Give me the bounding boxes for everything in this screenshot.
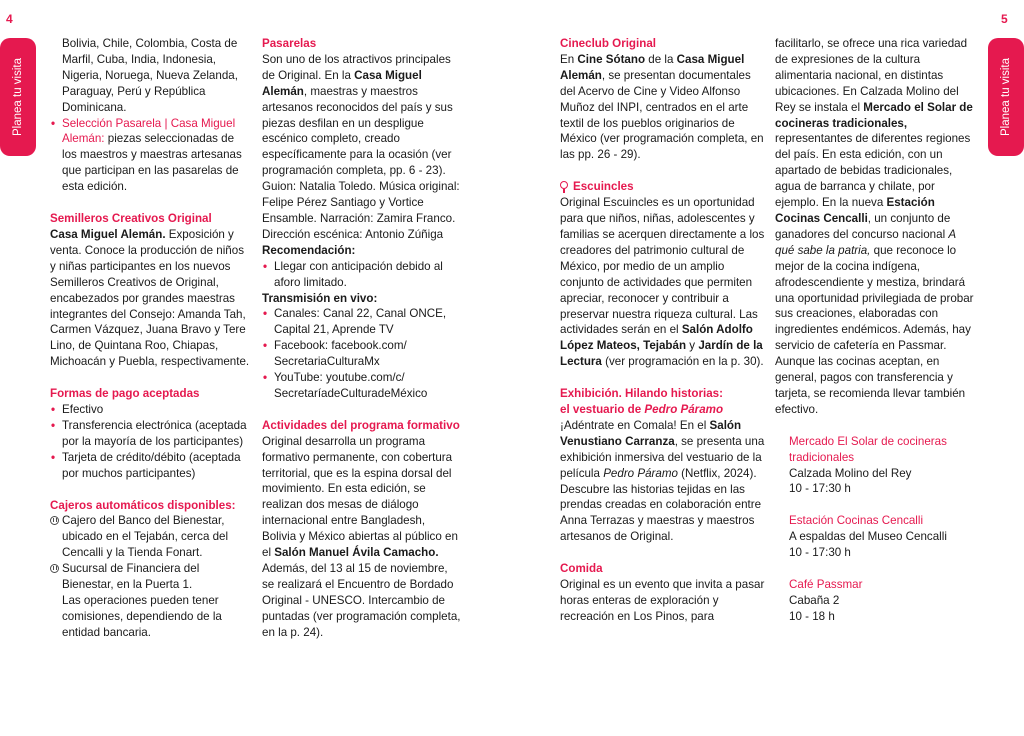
bold-text: Salón Adolfo López Mateos, Tejabán — [560, 323, 753, 353]
cajeros-list — [50, 513, 250, 593]
exhibicion-paragraph — [560, 418, 765, 545]
side-tab-label: Planea tu visita — [1000, 58, 1012, 136]
text: Son uno de los atractivos principales de Original. En la — [262, 52, 451, 82]
column-2 — [262, 36, 462, 641]
atm-icon — [50, 516, 59, 525]
text: ¡Adéntrate en Comala! En el — [560, 418, 710, 432]
bold-text: Salón Venustiano Carranza — [560, 418, 742, 448]
bold-text: Salón Manuel Ávila Camacho. — [274, 546, 439, 560]
list-item: • Facebook: facebook.com/ SecretariaCulturaMx — [262, 338, 462, 370]
location-block — [775, 434, 975, 498]
location-name: Mercado El Solar de cocineras tradicionales — [789, 434, 947, 464]
column-4 — [775, 36, 975, 625]
atm-icon — [50, 564, 59, 573]
text: que reconoce lo mejor de la cocina indígena, afrodescendiente y mestiza, brindará una oportunidad privilegiada de probar sus creaciones, elaboradas con ingredientes endémicos. Además, hay servicio de cafetería en Passmar. Aunque las cocinas aceptan, en general, pagos con transferencia y tarjeta, se recomienda llevar también efectivo. — [775, 243, 974, 416]
text: , maestras y maestros artesanos reconocidos del país y sus piezas desfilan en un despligue escénico completo, creado específicamente para la ocasión (ver programación completa, pp. 6 - 23). — [262, 84, 453, 178]
list-item: • Efectivo — [50, 402, 250, 418]
countries-text: Bolivia, Chile, Colombia, Costa de Marfil, Cuba, India, Indonesia, Nigeria, Noruega, Nueva Zelanda, Paraguay, Perú y República Dominicana. — [62, 37, 238, 114]
comida-paragraph: Original es un evento que invita a pasar horas enteras de exploración y recreación en Los Pinos, para — [560, 578, 765, 623]
location-place: Calzada Molino del Rey — [789, 466, 912, 480]
location-block — [775, 577, 975, 625]
location-place: Cabaña 2 — [789, 594, 840, 607]
list-item — [50, 561, 250, 593]
bold-text: Mercado el Solar de cocineras tradicionales, — [775, 100, 973, 130]
text: Original desarrolla un programa formativo permanente, con cobertura territorial, que es la espina dorsal del movimiento. En esta edición, se realizan dos mesas de diálogo internacional entre Bangladesh, Bolivia y México abiertas al público en el — [262, 434, 458, 560]
text: Original Escuincles es un oportunidad para que niños, niñas, adolescentes y familias se acerquen directamente a los creadores del patrimonio cultural de México, por medio de un amplio conjunto de actividades que permiten apreciar, reconocer y contribuir a preservar nuestra riqueza cultural. Las actividades serán en el — [560, 196, 765, 337]
pago-list — [50, 402, 250, 482]
location-hours: 10 - 17:30 h — [789, 546, 851, 560]
location-name: Café Passmar — [789, 578, 863, 592]
seleccion-title: Selección Pasarela | Casa Miguel Alemán: — [62, 116, 236, 146]
cajero-text: Cajero del Banco del Bienestar, ubicado en el Tejabán, cerca del Cencalli y la Tienda Fonart. — [62, 514, 229, 560]
text: , se presenta una exhibición inmersiva del vestuario de la película — [560, 434, 765, 480]
list-item: • Transferencia electrónica (aceptada por la mayoría de los participantes) — [50, 418, 250, 450]
semilleros-paragraph — [50, 227, 250, 370]
column-1 — [50, 36, 250, 641]
italic-text: A qué sabe la patria, — [775, 227, 956, 257]
list-item — [50, 116, 250, 196]
escuincles-paragraph — [560, 195, 765, 370]
pasarelas-paragraph — [262, 52, 462, 179]
recomendacion-heading: Recomendación: — [262, 243, 356, 257]
transmision-heading: Transmisión en vivo: — [262, 291, 378, 305]
text: Además, del 13 al 15 de noviembre, se realizará el Encuentro de Bordado Original - UNESCO. Intercambio de puntadas (ver programación completa, en la p. 24). — [262, 562, 461, 639]
column-3 — [560, 36, 765, 625]
semilleros-bold: Casa Miguel Alemán. — [50, 227, 166, 241]
bold-text: Casa Miguel Alemán — [262, 68, 422, 98]
bold-text: Jardín de la Lectura — [560, 339, 763, 369]
seleccion-text: piezas seleccionadas de los maestros y maestras artesanas que participan en las pasarelas de esta edición. — [62, 132, 242, 194]
female-symbol-icon — [560, 181, 568, 189]
location-place: A espaldas del Museo Cencalli — [789, 530, 947, 544]
seleccion-list — [50, 116, 250, 196]
pago-heading: Formas de pago aceptadas — [50, 387, 200, 401]
cajero-text: Sucursal de Financiera del Bienestar, en la Puerta 1. — [62, 562, 200, 592]
exhibicion-heading: Exhibición. Hilando historias: — [560, 387, 723, 401]
text: , un conjunto de ganadores del concurso nacional — [775, 211, 951, 241]
semilleros-heading: Semilleros Creativos Original — [50, 212, 212, 226]
actividades-heading: Actividades del programa formativo — [262, 418, 460, 432]
side-tab-label: Planea tu visita — [12, 58, 24, 136]
list-item: • Tarjeta de crédito/débito (aceptada por muchos participantes) — [50, 450, 250, 482]
recomendacion-list — [262, 259, 462, 291]
list-item: • YouTube: youtube.com/c/ SecretaríadeCulturadeMéxico — [262, 370, 462, 402]
credits-text: Guion: Natalia Toledo. Música original: Felipe Pérez Santiago y Vortice Ensamble. Narración: Zamira Franco. Dirección escénica: Antonio Zúñiga — [262, 180, 460, 241]
semilleros-text: Exposición y venta. Conoce la producción de niños y niñas participantes en los nuevos Semilleros Creativos de Original, encabezados por grandes maestras integrantes del Consejo: Amanda Tah, Carmen Vázquez, Juana Bravo y Tere Lino, de Quintana Roo, Chiapas, Michoacán y Puebla, respectivamente. — [50, 227, 250, 369]
bold-text: Estación Cocinas Cencalli — [775, 196, 935, 225]
list-item: • Canales: Canal 22, Canal ONCE, Capital 21, Aprende TV — [262, 306, 462, 338]
exhibicion-subheading — [560, 402, 765, 418]
location-hours: 10 - 17:30 h — [789, 482, 851, 496]
location-name: Estación Cocinas Cencalli — [789, 514, 924, 528]
comida-heading: Comida — [560, 562, 603, 576]
location-hours: 10 - 18 h — [789, 609, 835, 623]
cajeros-note: Las operaciones pueden tener comisiones, dependiendo de la entidad bancaria. — [62, 594, 222, 639]
transmision-list — [262, 306, 462, 401]
text: Escuincles — [573, 180, 634, 194]
text: el vestuario de — [560, 403, 645, 417]
actividades-paragraph — [262, 434, 462, 641]
text: representantes de diferentes regiones del país. En esta edición, con un apartado de bebidas tradicionales, agua de barranca y chilate, por ejemplo. En la nueva — [775, 132, 971, 210]
side-tab-left — [0, 38, 36, 156]
cajeros-heading: Cajeros automáticos disponibles: — [50, 498, 236, 512]
escuincles-heading — [560, 179, 765, 195]
italic-text: Pedro Páramo — [603, 466, 678, 480]
text: En — [560, 52, 578, 66]
page-number-left: 4 — [6, 12, 13, 26]
comida-continued-paragraph — [775, 36, 975, 418]
bold-text: Cine Sótano — [577, 52, 646, 66]
cineclub-paragraph — [560, 52, 765, 163]
side-tab-right — [988, 38, 1024, 156]
text: (Netflix, 2024). Descubre las historias tejidas en las prendas creadas en colaboración entre Anna Terrazas y maestras y maestros artesanos de Original. — [560, 466, 762, 544]
pasarelas-heading: Pasarelas — [262, 37, 317, 50]
text: , se presentan documentales del Acervo de Cine y Video Alfonso Muñoz del INPI, centrados en el arte textil de los pueblos originarios de México (ver programación completa, en las pp. 26 - 29). — [560, 68, 764, 162]
text: (ver programación en la p. 30). — [601, 355, 764, 369]
page-number-right: 5 — [1001, 12, 1008, 26]
text: de la — [645, 52, 677, 66]
list-item — [50, 513, 250, 561]
bold-text: Casa Miguel Alemán — [560, 52, 745, 82]
cineclub-heading: Cineclub Original — [560, 37, 656, 50]
location-block — [775, 513, 975, 561]
list-item: • Llegar con anticipación debido al aforo limitado. — [262, 259, 462, 291]
text: y — [686, 339, 699, 353]
text: facilitarlo, se ofrece una rica variedad de expresiones de la cultura alimentaria nacional, en distintas ubicaciones. En Calzada Molino del Rey se instala el — [775, 37, 968, 114]
italic-text: Pedro Páramo — [644, 403, 724, 417]
